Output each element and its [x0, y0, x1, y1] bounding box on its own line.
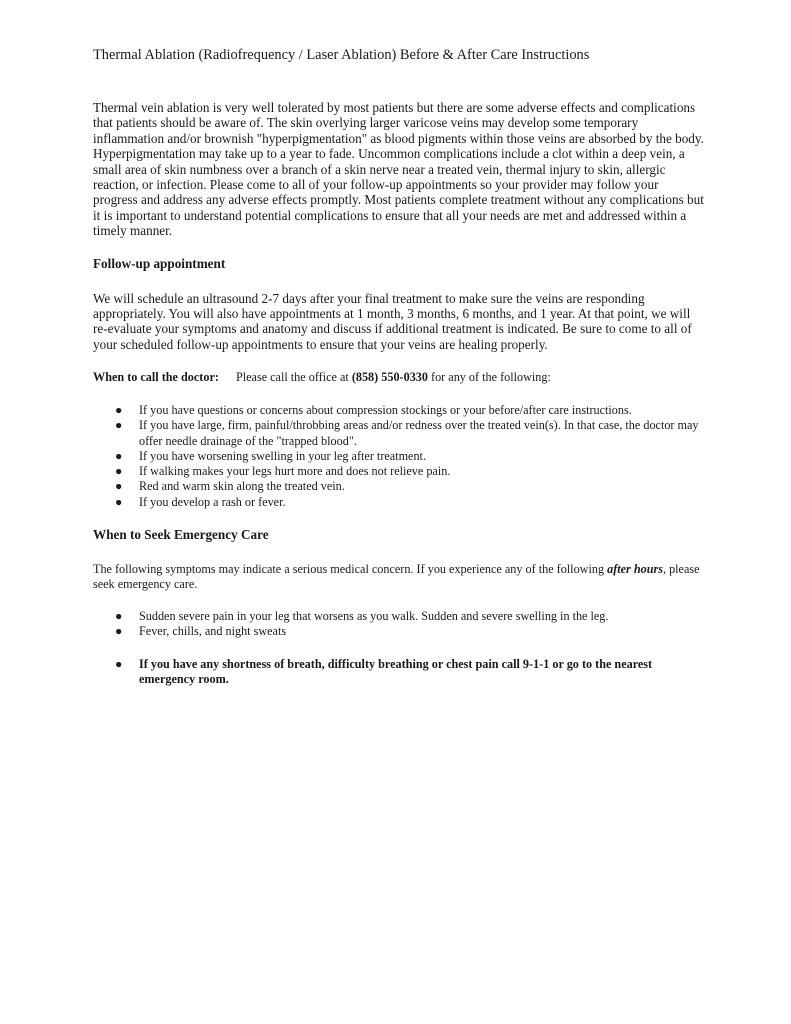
bullet-icon: ●: [115, 448, 123, 463]
bullet-icon: ●: [115, 494, 123, 509]
urgent-list: [93, 657, 705, 687]
call-doctor-suffix: for any of the following:: [431, 370, 551, 385]
bullet-icon: ●: [115, 418, 123, 433]
bullet-icon: ●: [115, 403, 123, 418]
list-item: ● If you have questions or concerns about compression stockings or your before/after care instructions.: [115, 403, 632, 418]
call-doctor-prefix: Please call the office at: [235, 370, 349, 385]
bullet-icon: ●: [115, 656, 123, 671]
list-item: ● If walking makes your legs hurt more and does not relieve pain.: [115, 464, 451, 479]
document-title: Thermal Ablation (Radiofrequency / Laser Ablation) Before & After Care Instructions: [93, 47, 590, 63]
emergency-intro: The following symptoms may indicate a serious medical concern. If you experience any of the following after hours, please seek emergency care.: [93, 561, 700, 591]
bullet-icon: ●: [115, 479, 123, 494]
list-item: ● If you have worsening swelling in your leg after treatment.: [115, 448, 426, 463]
document-page: [93, 46, 705, 687]
followup-heading: Follow-up appointment: [93, 255, 226, 271]
intro-paragraph: Thermal vein ablation is very well tolerated by most patients but there are some adverse effects and complications that patients should be aware of. The skin overlying larger varicose veins may develop some temporary inflammation and/or brownish "hyperpigmentation" as blood pigments within those veins are absorbed by the body. Hyperpigmentation may take up to a year to fade. Uncommon complications include a clot within a deep vein, a small area of skin numbness over a branch of a skin nerve near a treated vein, thermal injury to skin, allergic reaction, or infection. Please come to all of your follow-up appointments so your provider may follow your progress and address any adverse effects promptly. Most patients complete treatment without any complications but it is important to understand potential complications to ensure that all your needs are met and addressed within a timely manner.: [93, 100, 704, 239]
after-hours-emphasis: after hours: [607, 561, 663, 576]
followup-paragraph: We will schedule an ultrasound 2-7 days after your final treatment to make sure the veins are responding appropriately. You will also have appointments at 1 month, 3 months, 6 months, and 1 year. At that point, we will re-evaluate your symptoms and anatomy and discuss if additional treatment is indicated. Be sure to come to all of your scheduled follow-up appointments to ensure that your veins are healing properly.: [93, 290, 692, 352]
bullet-icon: ●: [115, 609, 123, 624]
bullet-icon: ●: [115, 464, 123, 479]
emergency-list: [93, 609, 705, 639]
list-item: ● Fever, chills, and night sweats: [115, 624, 287, 639]
list-item: ● Red and warm skin along the treated vein.: [115, 479, 345, 494]
urgent-list-item: ● If you have any shortness of breath, difficulty breathing or chest pain call 9-1-1 or go to the nearest emergency room.: [115, 656, 653, 686]
list-item: ● Sudden severe pain in your leg that worsens as you walk. Sudden and severe swelling in the leg.: [115, 609, 609, 624]
office-phone-number: (858) 550-0330: [351, 370, 428, 385]
bullet-icon: ●: [115, 624, 123, 639]
call-doctor-label: When to call the doctor:: [93, 370, 219, 385]
list-item: ● If you have large, firm, painful/throbbing areas and/or redness over the treated vein(s). In that case, the doctor may offer needle drainage of the "trapped blood".: [115, 418, 699, 448]
call-doctor-list: [93, 403, 705, 509]
call-doctor-line: [93, 370, 705, 385]
emergency-heading: When to Seek Emergency Care: [93, 526, 269, 542]
list-item: ● If you develop a rash or fever.: [115, 494, 286, 509]
